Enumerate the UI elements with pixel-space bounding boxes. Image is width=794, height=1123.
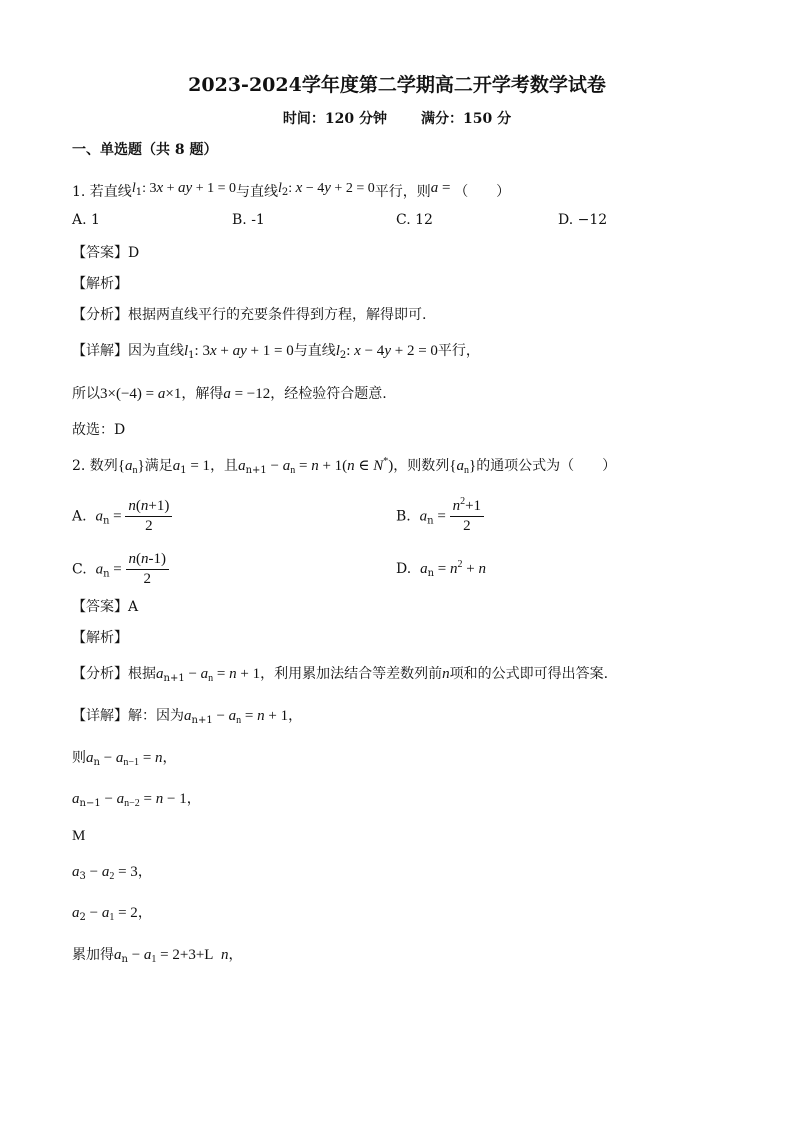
q2-step-1: 则$a_n - a_{n-1} = n$， xyxy=(72,750,177,768)
q1-solution: 所以3×(−4) = a×1，解得a = −12，经检验符合题意. xyxy=(72,386,387,402)
section-heading: 一、单选题（共 8 题） xyxy=(72,142,218,158)
q2-step-2: $a_{n-1} - a_{n-2} = n - 1$， xyxy=(72,791,201,809)
q2-option-a: A. $a_n$ = $\frac{n(n+1)}{2}$ xyxy=(72,498,172,535)
q1-stem: 1. 若直线$l_1$: 3x + ay + 1 = 0与直线$l_2$: x − 4y + 2 = 0平行，则a = （ ） xyxy=(72,180,511,200)
q2-analysis-head: 【解析】 xyxy=(72,630,128,646)
exam-info xyxy=(0,108,794,128)
q2-stem: 2. 数列$\{a_n\}$满足$a_1 = 1$，且$a_{n+1} - a_n = n + 1(n$ ∈ N*)，则数列$\{a_n\}$的通项公式为（ ） xyxy=(72,456,617,476)
q1-option-c: C. 12 xyxy=(396,212,433,228)
q2-detail: 【详解】解：因为$a_{n+1} - a_n = n + 1$， xyxy=(72,708,303,726)
q1-option-b: B. -1 xyxy=(232,212,265,228)
q2-step-4: $a_2 - a_1 = 2$， xyxy=(72,905,152,923)
q1-option-a: A. 1 xyxy=(72,212,100,228)
q2-option-c: C. $a_n$ = $\frac{n(n-1)}{2}$ xyxy=(72,551,169,588)
page-title: 2023-2024学年度第二学期高二开学考数学试卷 xyxy=(188,74,606,96)
q1-option-d: D. −12 xyxy=(558,212,608,228)
exam-score: 满分：150 分 xyxy=(421,111,512,127)
q2-answer: 【答案】A xyxy=(72,599,139,615)
q2-option-b: B. $a_n$ = $\frac{n^2+1}{2}$ xyxy=(396,498,484,535)
q2-step-3: $a_3 - a_2 = 3$， xyxy=(72,864,152,882)
q2-sum: 累加得$a_n - a_1 = 2+3+L$ n， xyxy=(72,947,243,965)
q1-detail: 【详解】因为直线$l_1$: 3x + ay + 1 = 0与直线$l_2$: x − 4y + 2 = 0平行， xyxy=(72,343,480,361)
q1-analysis-head: 【解析】 xyxy=(72,276,128,292)
q1-answer: 【答案】D xyxy=(72,245,140,261)
exam-time: 时间：120 分钟 xyxy=(282,111,387,127)
q2-fenxi: 【分析】根据$a_{n+1} - a_n = n + 1$，利用累加法结合等差数列前n项和的公式即可得出答案. xyxy=(72,666,609,684)
q2-dots: M xyxy=(72,828,86,844)
q2-option-d: D. $a_n = n^2 + n$ xyxy=(396,559,486,579)
q1-fenxi: 【分析】根据两直线平行的充要条件得到方程，解得即可. xyxy=(72,307,427,323)
q1-final: 故选：D xyxy=(72,422,126,438)
